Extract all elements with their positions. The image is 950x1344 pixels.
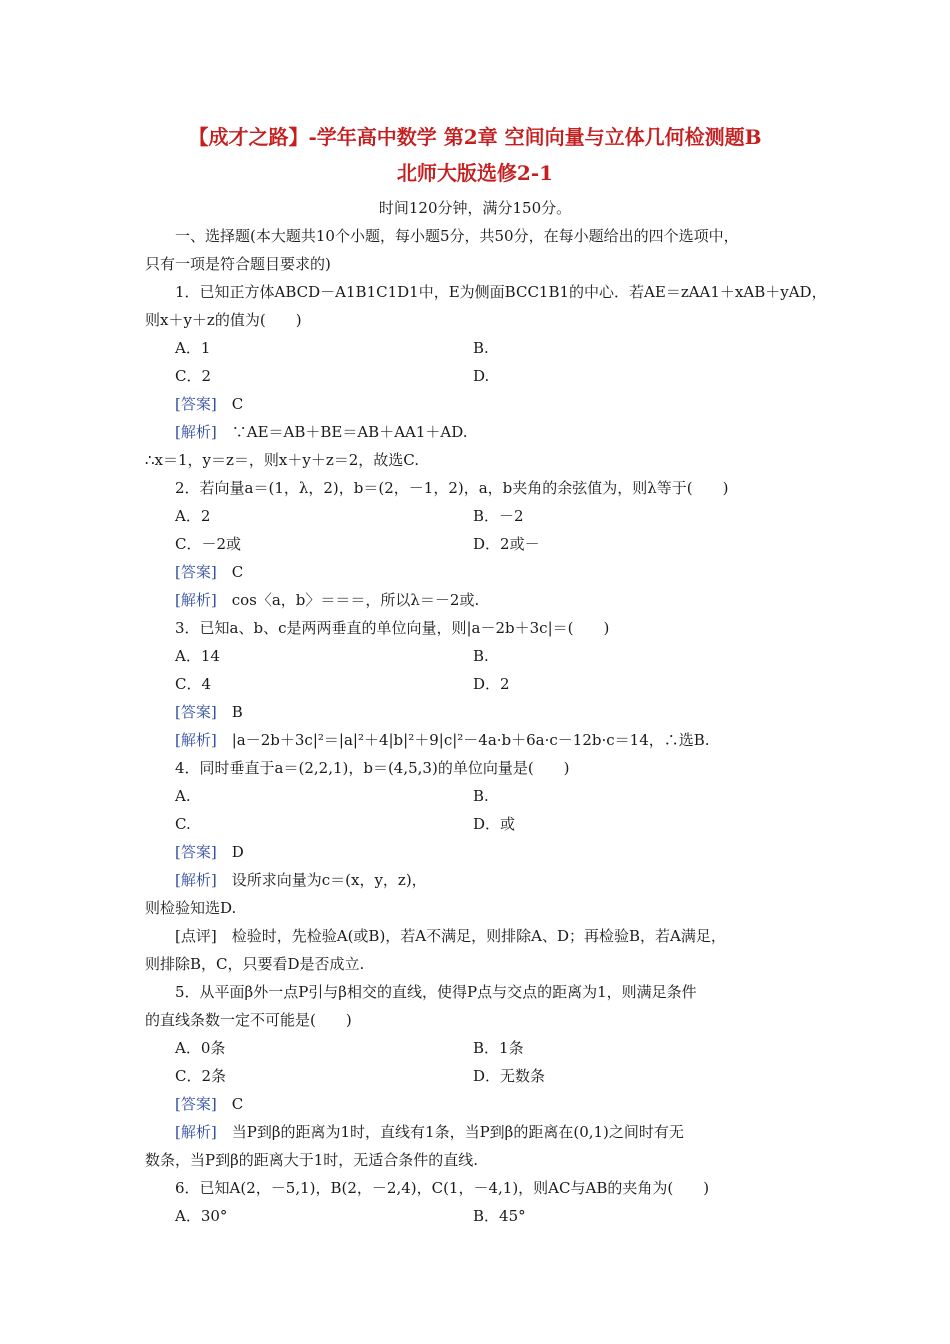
question-1-option-b: B. xyxy=(473,339,489,357)
question-6-stem: 6．已知A(2，－5,1)，B(2，－2,4)，C(1，－4,1)，则AC与AB的夹角为( ) xyxy=(175,1179,710,1197)
question-3-option-a: A．14 xyxy=(175,647,220,665)
explanation-tag: [解析] xyxy=(175,423,217,441)
question-5-option-a: A．0条 xyxy=(175,1039,226,1057)
explanation-text: cos〈a，b〉＝＝＝，所以λ＝－2或. xyxy=(231,591,480,609)
answer-tag: [答案] xyxy=(175,563,217,581)
question-5-stem-cont: 的直线条数一定不可能是( ) xyxy=(145,1011,352,1029)
comment-text: 检验时，先检验A(或B)，若A不满足，则排除A、D；再检验B，若A满足， xyxy=(231,927,726,945)
question-4-option-c: C. xyxy=(175,815,191,833)
question-4-stem: 4．同时垂直于a＝(2,2,1)，b＝(4,5,3)的单位向量是( ) xyxy=(175,759,570,777)
question-4-option-d: D．或 xyxy=(473,815,516,833)
answer-value: C xyxy=(231,563,244,581)
question-2-option-b: B．－2 xyxy=(473,507,524,525)
answer-value: B xyxy=(231,703,243,721)
explanation-tag: [解析] xyxy=(175,731,217,749)
document-title: 【成才之路】-学年高中数学 第2章 空间向量与立体几何检测题B xyxy=(188,125,762,149)
question-4-option-a: A. xyxy=(175,787,191,805)
question-5-option-b: B．1条 xyxy=(473,1039,524,1057)
answer-value: D xyxy=(231,843,244,861)
question-1-option-a: A．1 xyxy=(175,339,211,357)
question-4-comment xyxy=(175,926,726,946)
section-intro: 一、选择题(本大题共10个小题，每小题5分，共50分，在每小题给出的四个选项中， xyxy=(175,227,739,245)
section-intro-cont: 只有一项是符合题目要求的) xyxy=(145,255,331,273)
question-2-stem: 2．若向量a＝(1，λ，2)，b＝(2，－1，2)，a，b夹角的余弦值为，则λ等于( ) xyxy=(175,479,729,497)
question-1-stem: 1．已知正方体ABCD－A1B1C1D1中，E为侧面BCC1B1的中心．若AE＝zAA1＋xAB＋yAD， xyxy=(175,283,827,301)
question-4-explanation xyxy=(175,870,427,890)
question-3-answer xyxy=(175,702,243,722)
explanation-tag: [解析] xyxy=(175,1123,217,1141)
question-1-explanation-cont: ∴x＝1，y＝z＝，则x＋y＋z＝2，故选C. xyxy=(145,451,420,469)
question-4-answer xyxy=(175,842,244,862)
question-1-stem-cont: 则x＋y＋z的值为( ) xyxy=(145,311,302,329)
question-4-option-b: B. xyxy=(473,787,489,805)
document-title-line2: 北师大版选修2-1 xyxy=(396,161,554,185)
question-1-option-d: D. xyxy=(473,367,490,385)
question-4-comment-cont: 则排除B，C，只要看D是否成立. xyxy=(145,955,365,973)
question-2-option-c: C．－2或 xyxy=(175,535,242,553)
answer-tag: [答案] xyxy=(175,1095,217,1113)
explanation-text: 当P到β的距离为1时，直线有1条，当P到β的距离在(0,1)之间时有无 xyxy=(231,1123,684,1141)
question-2-explanation xyxy=(175,590,479,610)
answer-tag: [答案] xyxy=(175,843,217,861)
question-1-answer xyxy=(175,394,243,414)
explanation-text: |a－2b＋3c|²＝|a|²＋4|b|²＋9|c|²－4a·b＋6a·c－12b·c＝14，∴选B. xyxy=(231,731,710,749)
question-4-explanation-cont: 则检验知选D. xyxy=(145,899,237,917)
question-5-stem: 5．从平面β外一点P引与β相交的直线，使得P点与交点的距离为1，则满足条件 xyxy=(175,983,697,1001)
question-3-stem: 3．已知a、b、c是两两垂直的单位向量，则|a－2b＋3c|＝( ) xyxy=(175,619,610,637)
question-5-explanation-cont: 数条，当P到β的距离大于1时，无适合条件的直线. xyxy=(145,1151,479,1169)
question-5-option-c: C．2条 xyxy=(175,1067,227,1085)
explanation-tag: [解析] xyxy=(175,591,217,609)
question-1-option-c: C．2 xyxy=(175,367,212,385)
answer-tag: [答案] xyxy=(175,395,217,413)
explanation-tag: [解析] xyxy=(175,871,217,889)
question-3-option-d: D．2 xyxy=(473,675,510,693)
exam-time-info: 时间120分钟，满分150分。 xyxy=(378,199,572,217)
question-3-option-c: C．4 xyxy=(175,675,212,693)
question-2-answer xyxy=(175,562,243,582)
answer-tag: [答案] xyxy=(175,703,217,721)
question-2-option-a: A．2 xyxy=(175,507,211,525)
question-6-option-a: A．30° xyxy=(175,1207,228,1225)
question-5-explanation xyxy=(175,1122,684,1142)
answer-value: C xyxy=(231,1095,244,1113)
comment-tag: [点评] xyxy=(175,927,217,945)
question-3-explanation xyxy=(175,730,710,750)
explanation-text: ∵AE＝AB＋BE＝AB＋AA1＋AD. xyxy=(231,423,468,441)
question-2-option-d: D．2或－ xyxy=(473,535,540,553)
answer-value: C xyxy=(231,395,244,413)
question-5-answer xyxy=(175,1094,243,1114)
question-5-option-d: D．无数条 xyxy=(473,1067,546,1085)
explanation-text: 设所求向量为c＝(x，y，z)， xyxy=(231,871,427,889)
question-3-option-b: B. xyxy=(473,647,489,665)
question-6-option-b: B．45° xyxy=(473,1207,526,1225)
question-1-explanation xyxy=(175,422,468,442)
